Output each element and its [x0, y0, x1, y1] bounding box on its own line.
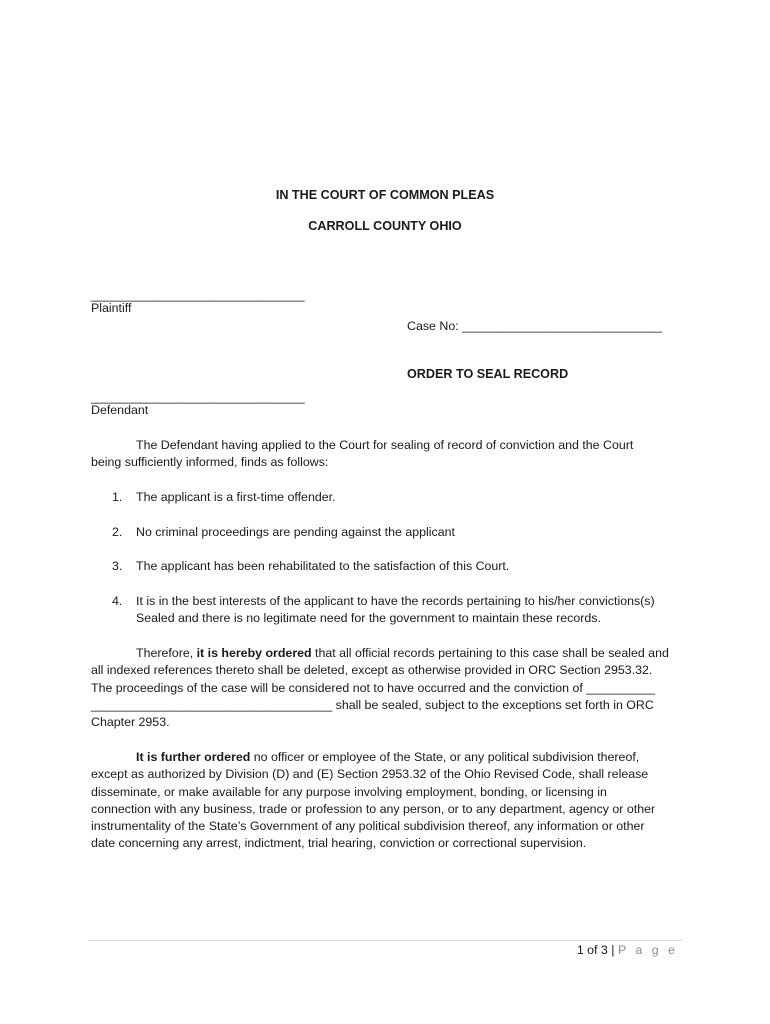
finding-text: The applicant is a first-time offender.	[136, 490, 336, 504]
page-count: 1 of 3	[576, 943, 608, 957]
court-heading-line2: CARROLL COUNTY OHIO	[308, 219, 462, 233]
finding-text	[136, 593, 682, 628]
case-number-label: Case No:	[407, 319, 459, 333]
plaintiff-blank: _______________________________	[91, 288, 305, 302]
order2-line-1	[91, 749, 681, 766]
order2-bold-phrase: It is further ordered	[136, 750, 251, 764]
order1-line-2: all indexed references thereto shall be deleted, except as otherwise provided in ORC Section 2953.32.	[91, 663, 653, 678]
order1-line-1	[91, 645, 681, 662]
plaintiff-label: Plaintiff	[91, 301, 132, 315]
defendant-blank: _______________________________	[91, 390, 305, 404]
case-number-blank: _____________________________	[462, 319, 662, 333]
finding-number: 2.	[112, 525, 123, 539]
finding-item	[112, 593, 682, 633]
finding-text-line-2: Sealed and there is no legitimate need for the government to maintain these records.	[136, 611, 601, 626]
order1-bold-phrase: it is hereby ordered	[196, 646, 312, 660]
page-footer	[577, 943, 678, 957]
finding-number: 3.	[112, 559, 123, 573]
finding-number: 1.	[112, 490, 123, 504]
intro-line-1: The Defendant having applied to the Court for sealing of record of conviction and the Court	[136, 438, 634, 452]
order1-line-5: Chapter 2953.	[91, 715, 170, 730]
order1-lead: Therefore,	[136, 646, 197, 660]
finding-number: 4.	[112, 594, 123, 608]
footer-separator: |	[611, 943, 615, 957]
order-paragraph-2	[91, 749, 681, 853]
order2-line-3: disseminate, or make available for any purpose involving employment, bonding, or licensing in	[91, 784, 607, 799]
order1-rest: that all official records pertaining to this case shall be sealed and	[311, 646, 669, 660]
order2-line-5: instrumentality of the State’s Government of any political subdivision thereof, any information or other	[91, 819, 645, 834]
order2-line-2: except as authorized by Division (D) and (E) Section 2953.32 of the Ohio Revised Code, shall release	[91, 767, 649, 782]
case-number	[407, 318, 662, 335]
document-title: ORDER TO SEAL RECORD	[407, 367, 569, 381]
page-word: P a g e	[617, 943, 678, 957]
defendant-label: Defendant	[91, 403, 149, 417]
finding-text: The applicant has been rehabilitated to the satisfaction of this Court.	[136, 559, 510, 573]
order2-line-6: date concerning any arrest, indictment, trial hearing, conviction or correctional supervision.	[91, 836, 587, 851]
order2-rest: no officer or employee of the State, or any political subdivision thereof,	[250, 750, 640, 764]
order-paragraph-1	[91, 645, 681, 731]
finding-text-line-1: It is in the best interests of the applicant to have the records pertaining to his/her convictions(s)	[136, 594, 655, 608]
order1-line-3: The proceedings of the case will be considered not to have occurred and the conviction of __________	[91, 680, 656, 695]
intro-line-2: being sufficiently informed, finds as follows:	[91, 455, 329, 470]
court-heading-line1: IN THE COURT OF COMMON PLEAS	[275, 188, 495, 202]
order1-line-4: ___________________________________ shall be sealed, subject to the exceptions set forth in ORC	[91, 697, 654, 712]
order2-line-4: connection with any business, trade or profession to any person, or to any department, agency or other	[91, 801, 656, 816]
finding-text: No criminal proceedings are pending against the applicant	[136, 525, 455, 539]
intro-paragraph	[91, 437, 681, 472]
footer-divider	[88, 940, 682, 941]
